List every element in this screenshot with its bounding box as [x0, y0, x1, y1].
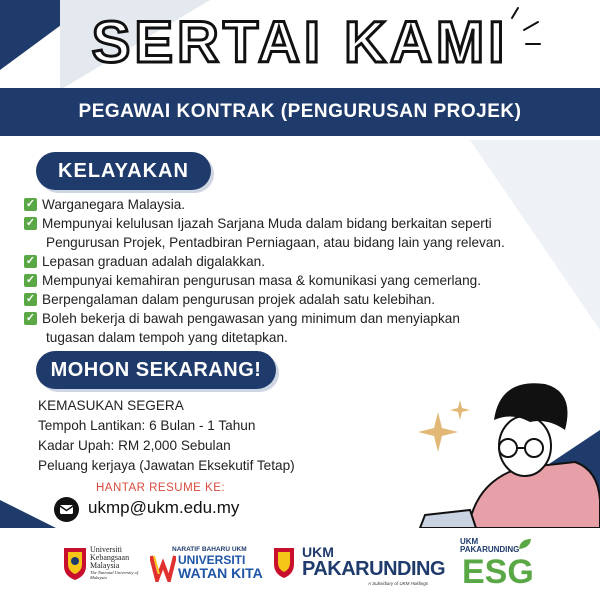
- esg-line3: ESG: [462, 553, 534, 591]
- watan-kita-logo: [150, 546, 268, 592]
- footer-logos: [0, 528, 600, 600]
- check-icon: ✓: [25, 198, 36, 210]
- requirement-text-continued: tugasan dalam tempoh yang ditetapkan.: [46, 330, 288, 345]
- apply-heading: MOHON SEKARANG!: [36, 351, 276, 389]
- list-item: [24, 195, 584, 214]
- laptop-icon: [420, 510, 476, 528]
- esg-line2: PAKARUNDING: [460, 545, 520, 554]
- check-icon: ✓: [25, 293, 36, 305]
- list-item: [24, 252, 584, 271]
- duration-text: Tempoh Lantikan: 6 Bulan - 1 Tahun: [38, 418, 256, 433]
- job-details: [38, 396, 368, 476]
- check-icon: ✓: [25, 255, 36, 267]
- pakarunding-esg-logo: [460, 538, 538, 594]
- requirement-text: Berpengalaman dalam pengurusan projek adalah satu kelebihan.: [42, 292, 435, 307]
- watan-line1: UNIVERSITI: [178, 553, 246, 567]
- check-icon: ✓: [25, 274, 36, 286]
- pakarunding-crest-icon: [272, 546, 296, 578]
- check-icon: ✓: [25, 312, 36, 324]
- list-item: [24, 271, 584, 290]
- requirement-text: Mempunyai kemahiran pengurusan masa & komunikasi yang cemerlang.: [42, 273, 482, 288]
- requirement-text: Lepasan graduan adalah digalakkan.: [42, 254, 265, 269]
- requirement-text: Warganegara Malaysia.: [42, 197, 186, 212]
- leaf-icon: [518, 538, 532, 550]
- pakarunding-line1: UKM: [302, 544, 334, 560]
- ukm-line2: Kebangsaan: [90, 553, 130, 562]
- wage-text: Kadar Upah: RM 2,000 Sebulan: [38, 438, 231, 453]
- page-title: SERTAI KAMI: [91, 10, 509, 75]
- watan-line2: WATAN KITA: [178, 565, 263, 581]
- requirement-text: Boleh bekerja di bawah pengawasan yang minimum dan menyiapkan: [42, 311, 460, 326]
- check-icon: ✓: [25, 217, 36, 229]
- job-position-title: PEGAWAI KONTRAK (PENGURUSAN PROJEK): [78, 101, 522, 122]
- resume-label: HANTAR RESUME KE:: [96, 482, 226, 494]
- list-item: [24, 309, 584, 347]
- requirements-list: [24, 195, 584, 347]
- requirement-text-continued: Pengurusan Projek, Pentadbiran Perniagaan, atau bidang lain yang relevan.: [46, 235, 505, 250]
- list-item: [24, 290, 584, 309]
- mail-icon: [54, 497, 79, 522]
- ukm-pakarunding-logo: [272, 544, 448, 592]
- requirements-heading: KELAYAKAN: [36, 152, 211, 190]
- intake-text: KEMASUKAN SEGERA: [38, 398, 184, 413]
- pakarunding-tagline: A Subsidiary of UKM Holdings: [368, 581, 429, 586]
- ukm-line3: Malaysia: [90, 561, 120, 570]
- ukm-logo: [62, 544, 144, 588]
- list-item: [24, 214, 584, 252]
- watan-w-icon: [150, 554, 176, 582]
- ukm-crest-icon: [62, 546, 88, 580]
- email-link[interactable]: ukmp@ukm.edu.my: [88, 498, 240, 517]
- pakarunding-line2: PAKARUNDING: [302, 558, 446, 580]
- bottom-left-shape: [0, 500, 60, 530]
- ukm-tagline: The National University of Malaysia: [90, 570, 139, 580]
- sparkle-icon: [418, 400, 470, 452]
- ukm-line1: Universiti: [90, 545, 122, 554]
- watan-top: NARATIF BAHARU UKM: [172, 546, 247, 553]
- esg-line1: UKM: [460, 537, 479, 546]
- requirement-text: Mempunyai kelulusan Ijazah Sarjana Muda dalam bidang berkaitan seperti: [42, 216, 492, 231]
- career-text: Peluang kerjaya (Jawatan Eksekutif Tetap): [38, 458, 295, 473]
